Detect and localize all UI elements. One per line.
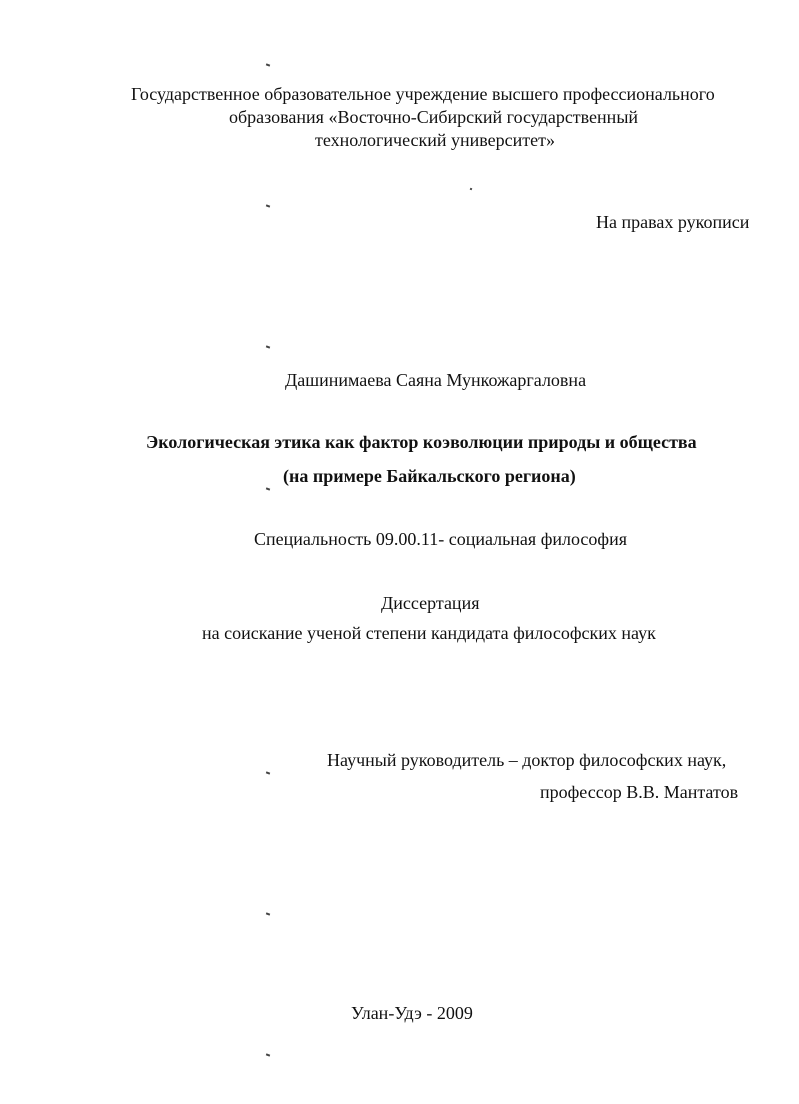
- author-name: Дашинимаева Саяна Мункожаргаловна: [285, 370, 587, 390]
- scan-speck: [266, 912, 270, 915]
- scan-speck: [470, 188, 473, 191]
- supervisor-line-2: профессор В.В. Мантатов: [540, 782, 739, 802]
- place-year: Улан-Удэ - 2009: [351, 1003, 473, 1023]
- supervisor-line-1: Научный руководитель – доктор философских наук,: [327, 750, 727, 770]
- specialty: Специальность 09.00.11- социальная философия: [254, 529, 627, 549]
- scan-speck: [266, 204, 270, 207]
- institution-header-line-3: технологический университет»: [315, 130, 555, 150]
- scan-speck: [266, 487, 270, 490]
- scan-speck: [266, 1053, 270, 1056]
- dissertation-title-line-2: (на примере Байкальского региона): [283, 466, 576, 486]
- institution-header-line-1: Государственное образовательное учреждение высшего профессионального: [131, 84, 715, 104]
- scan-speck: [266, 345, 270, 348]
- scan-speck: [266, 771, 270, 774]
- institution-header-line-2: образования «Восточно-Сибирский государственный: [229, 107, 639, 127]
- degree-line: на соискание ученой степени кандидата философских наук: [202, 623, 656, 643]
- scan-speck: [266, 63, 270, 66]
- dissertation-title-line-1: Экологическая этика как фактор коэволюции природы и общества: [146, 432, 697, 452]
- work-type-label: Диссертация: [381, 593, 480, 613]
- rights-note: На правах рукописи: [596, 212, 750, 232]
